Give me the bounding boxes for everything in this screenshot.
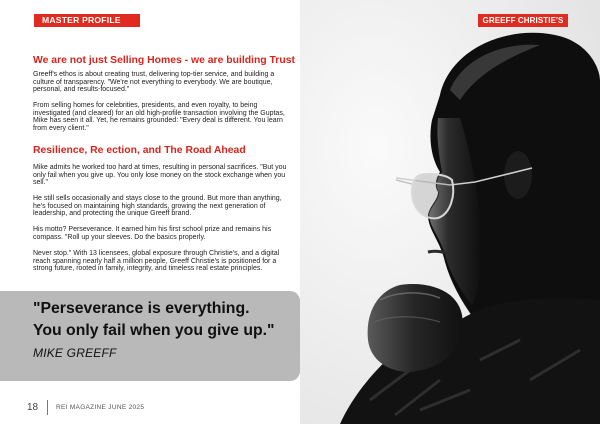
headline-trust: We are not just Selling Homes - we are building Trust — [33, 55, 295, 66]
paragraph-standards: He still sells occasionally and stays close to the ground. But more than anything, he's focused on maintaining high standards, growing the next generation of leadership, and protecting the unique Greeff brand. — [33, 195, 282, 218]
pull-quote — [0, 291, 300, 381]
paragraph-motto: His motto? Perseverance. It earned him his first school prize and remains his compass. "Roll up your sleeves. Do the basics properly. — [33, 226, 272, 241]
paragraph-celebrities: From selling homes for celebrities, presidents, and even royalty, to being investigated (and cleared) for an old high-profile transaction involving the Guptas, Mike has seen it all. Yet, he remains grounded: "Every deal is different. You learn from every client." — [33, 102, 285, 133]
section-tag: MASTER PROFILE — [34, 14, 140, 27]
brand-tag: GREEFF CHRISTIE'S — [478, 14, 568, 27]
footer-divider — [47, 400, 48, 415]
page-number: 18 — [27, 402, 39, 413]
portrait-silhouette — [300, 0, 600, 424]
portrait-photo — [300, 0, 600, 424]
paragraph-sacrifices: Mike admits he worked too hard at times, resulting in personal sacrifices. "But you only fail when you give up. You only lose money on the stock exchange when you sell." — [33, 164, 287, 187]
quote-line-2: You only fail when you give up." — [33, 322, 275, 339]
paragraph-ethos: Greeff's ethos is about creating trust, delivering top-tier service, and building a culture of transparency. "We're not everything to everybody. We are boutique, personal, and results-focused." — [33, 71, 275, 94]
magazine-issue: REI MAGAZINE JUNE 2025 — [56, 404, 145, 411]
headline-resilience: Resilience, Re ection, and The Road Ahead — [33, 145, 246, 156]
quote-line-1: "Perseverance is everything. — [33, 300, 250, 317]
paragraph-future: Never stop." With 13 licensees, global exposure through Christie's, and a digital reach spanning nearly half a million people, Greeff Christie's is positioned for a strong future, rooted in family, integrity, and timeless real estate principles. — [33, 250, 280, 273]
quote-author: MIKE GREEFF — [33, 346, 117, 360]
